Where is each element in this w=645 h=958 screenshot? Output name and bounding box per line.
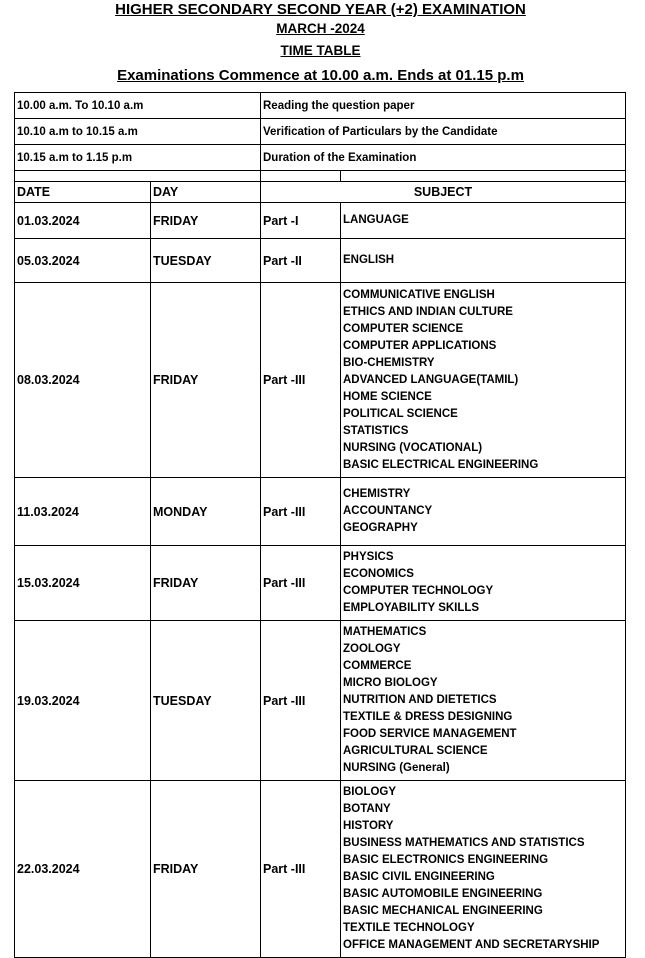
part-cell: Part -III bbox=[261, 283, 341, 478]
subject-column-header: SUBJECT bbox=[261, 182, 626, 203]
date-column-header: DATE bbox=[15, 182, 151, 203]
info-activity: Verification of Particulars by the Candidate bbox=[261, 119, 626, 145]
timetable bbox=[14, 92, 626, 958]
document-title: HIGHER SECONDARY SECOND YEAR (+2) EXAMINATION bbox=[115, 1, 526, 18]
subject-item: HISTORY bbox=[343, 820, 394, 832]
part-cell: Part -I bbox=[261, 203, 341, 239]
subjects-cell bbox=[341, 781, 626, 958]
subject-item: COMPUTER APPLICATIONS bbox=[343, 339, 497, 352]
subject-item: NUTRITION AND DIETETICS bbox=[343, 694, 497, 706]
date-cell: 08.03.2024 bbox=[15, 283, 151, 478]
schedule-row bbox=[15, 283, 626, 478]
date-cell: 19.03.2024 bbox=[15, 621, 151, 781]
info-row bbox=[15, 145, 626, 171]
subject-item: BIOLOGY bbox=[343, 786, 397, 798]
day-cell: FRIDAY bbox=[151, 781, 261, 958]
subjects-cell bbox=[341, 283, 626, 478]
subject-item: NURSING (General) bbox=[343, 762, 450, 774]
date-cell: 11.03.2024 bbox=[15, 478, 151, 546]
spacer-cell bbox=[341, 171, 626, 182]
subject-item: FOOD SERVICE MANAGEMENT bbox=[343, 728, 517, 740]
subjects-cell bbox=[341, 239, 626, 283]
subjects-cell bbox=[341, 621, 626, 781]
info-time: 10.10 a.m to 10.15 a.m bbox=[15, 119, 261, 145]
info-time: 10.15 a.m to 1.15 p.m bbox=[15, 145, 261, 171]
subject-item: ENGLISH bbox=[343, 254, 395, 266]
schedule-row bbox=[15, 621, 626, 781]
part-cell: Part -III bbox=[261, 621, 341, 781]
subjects-cell bbox=[341, 546, 626, 621]
subject-item: BASIC AUTOMOBILE ENGINEERING bbox=[343, 888, 543, 900]
subject-item: BASIC MECHANICAL ENGINEERING bbox=[343, 905, 543, 917]
part-cell: Part -III bbox=[261, 478, 341, 546]
day-cell: FRIDAY bbox=[151, 203, 261, 239]
subject-item: BUSINESS MATHEMATICS AND STATISTICS bbox=[343, 837, 585, 849]
subject-item: ADVANCED LANGUAGE(TAMIL) bbox=[343, 373, 519, 386]
info-time: 10.00 a.m. To 10.10 a.m bbox=[15, 93, 261, 119]
commence-note: Examinations Commence at 10.00 a.m. Ends at 01.15 p.m bbox=[117, 67, 524, 84]
subject-item: PHYSICS bbox=[343, 551, 394, 563]
subject-item: MATHEMATICS bbox=[343, 626, 427, 638]
subject-item: LANGUAGE bbox=[343, 214, 409, 226]
subject-item: COMPUTER SCIENCE bbox=[343, 322, 464, 335]
subject-item: ECONOMICS bbox=[343, 568, 414, 580]
subject-item: ETHICS AND INDIAN CULTURE bbox=[343, 305, 513, 318]
day-cell: FRIDAY bbox=[151, 546, 261, 621]
subject-item: COMPUTER TECHNOLOGY bbox=[343, 585, 494, 597]
subject-item: BASIC ELECTRICAL ENGINEERING bbox=[343, 458, 539, 471]
spacer-cell bbox=[261, 171, 341, 182]
subject-item: AGRICULTURAL SCIENCE bbox=[343, 745, 488, 757]
subject-item: BASIC ELECTRONICS ENGINEERING bbox=[343, 854, 549, 866]
subject-item: BIO-CHEMISTRY bbox=[343, 356, 435, 369]
part-cell: Part -III bbox=[261, 781, 341, 958]
subject-item: COMMUNICATIVE ENGLISH bbox=[343, 288, 495, 301]
info-activity: Duration of the Examination bbox=[261, 145, 626, 171]
spacer-cell bbox=[15, 171, 261, 182]
date-cell: 22.03.2024 bbox=[15, 781, 151, 958]
subject-item: HOME SCIENCE bbox=[343, 390, 432, 403]
column-header-row bbox=[15, 182, 626, 203]
subject-item: MICRO BIOLOGY bbox=[343, 677, 438, 689]
spacer-row bbox=[15, 171, 626, 182]
subjects-cell bbox=[341, 203, 626, 239]
schedule-row bbox=[15, 239, 626, 283]
subject-item: BASIC CIVIL ENGINEERING bbox=[343, 871, 495, 883]
timetable-subtitle: TIME TABLE bbox=[280, 43, 361, 58]
part-cell: Part -III bbox=[261, 546, 341, 621]
subject-item: CHEMISTRY bbox=[343, 488, 411, 500]
day-cell: FRIDAY bbox=[151, 283, 261, 478]
day-cell: TUESDAY bbox=[151, 621, 261, 781]
exam-session: MARCH -2024 bbox=[276, 21, 365, 36]
part-cell: Part -II bbox=[261, 239, 341, 283]
subject-item: POLITICAL SCIENCE bbox=[343, 407, 458, 420]
subject-item: ZOOLOGY bbox=[343, 643, 401, 655]
subject-item: BOTANY bbox=[343, 803, 391, 815]
subjects-cell bbox=[341, 478, 626, 546]
schedule-row bbox=[15, 546, 626, 621]
day-cell: TUESDAY bbox=[151, 239, 261, 283]
schedule-row bbox=[15, 203, 626, 239]
subject-item: OFFICE MANAGEMENT AND SECRETARYSHIP bbox=[343, 939, 600, 951]
date-cell: 01.03.2024 bbox=[15, 203, 151, 239]
date-cell: 05.03.2024 bbox=[15, 239, 151, 283]
subject-item: TEXTILE TECHNOLOGY bbox=[343, 922, 475, 934]
subject-item: NURSING (VOCATIONAL) bbox=[343, 441, 483, 454]
date-cell: 15.03.2024 bbox=[15, 546, 151, 621]
subject-item: ACCOUNTANCY bbox=[343, 505, 433, 517]
subject-item: GEOGRAPHY bbox=[343, 522, 418, 534]
schedule-row bbox=[15, 781, 626, 958]
info-row bbox=[15, 93, 626, 119]
schedule-row bbox=[15, 478, 626, 546]
subject-item: STATISTICS bbox=[343, 424, 409, 437]
subject-item: EMPLOYABILITY SKILLS bbox=[343, 602, 480, 614]
info-row bbox=[15, 119, 626, 145]
subject-item: COMMERCE bbox=[343, 660, 412, 672]
subject-item: TEXTILE & DRESS DESIGNING bbox=[343, 711, 513, 723]
day-cell: MONDAY bbox=[151, 478, 261, 546]
day-column-header: DAY bbox=[151, 182, 261, 203]
info-activity: Reading the question paper bbox=[261, 93, 626, 119]
